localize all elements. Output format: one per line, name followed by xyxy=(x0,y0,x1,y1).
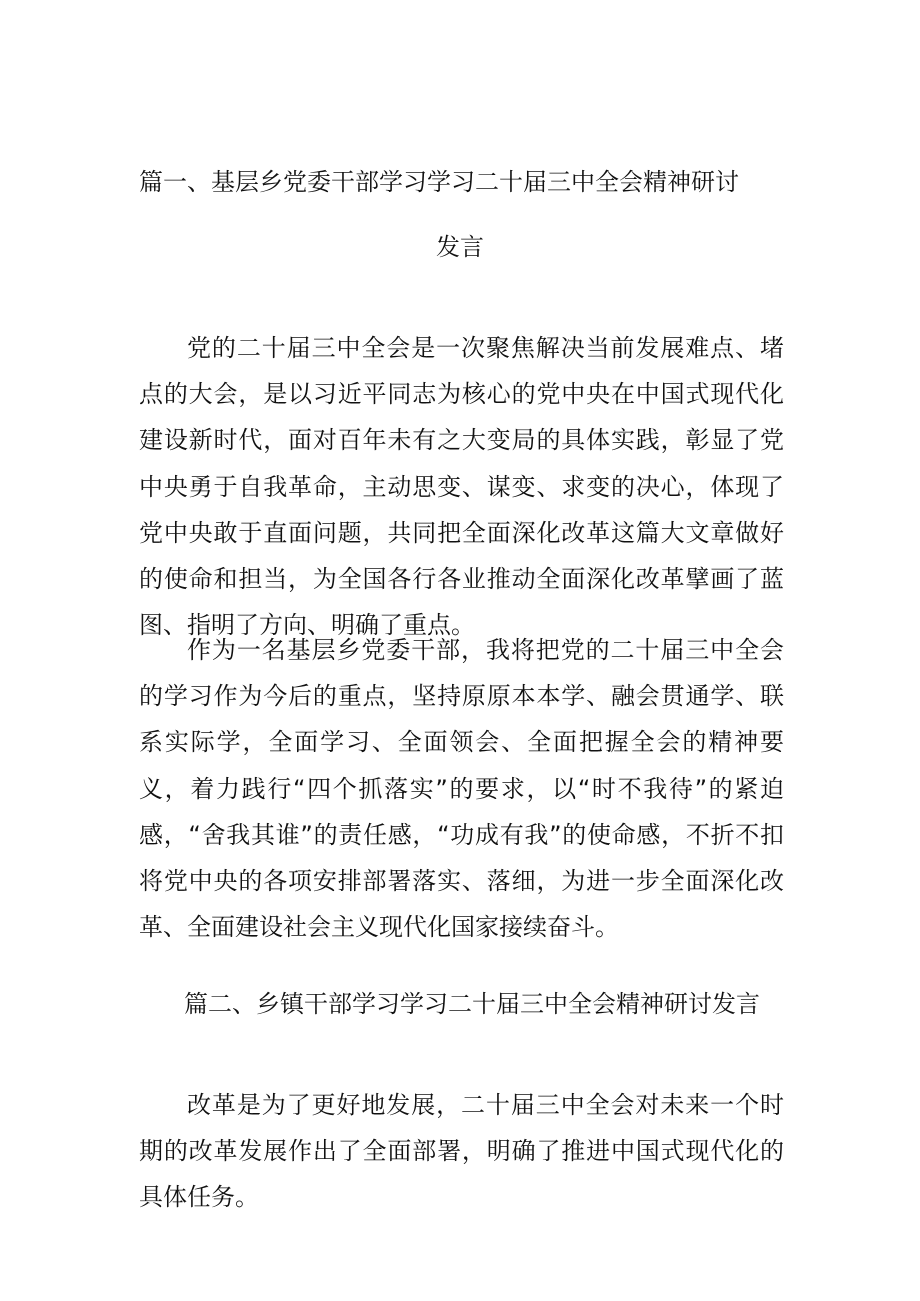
section1-title-line1: 篇一、基层乡党委干部学习学习二十届三中全会精神研讨 xyxy=(139,168,739,196)
section1-title-line2: 发言 xyxy=(436,233,484,261)
section1-paragraph-2: 作为一名基层乡党委干部，我将把党的二十届三中全会的学习作为今后的重点，坚持原原本本学、融会贯通学、联系实际学，全面学习、全面领会、全面把握全会的精神要义，着力践行“四个抓落实”的要求，以“时不我待”的紧迫感，“舍我其谁”的责任感，“功成有我”的使命感，不折不扣将党中央的各项安排部署落实、落细，为进一步全面深化改革、全面建设社会主义现代化国家接续奋斗。 xyxy=(139,636,784,942)
section1-paragraph-1: 党的二十届三中全会是一次聚焦解决当前发展难点、堵点的大会，是以习近平同志为核心的党中央在中国式现代化建设新时代，面对百年未有之大变局的具体实践，彰显了党中央勇于自我革命，主动思变、谋变、求变的决心，体现了党中央敢于直面问题，共同把全面深化改革这篇大文章做好的使命和担当，为全国各行各业推动全面深化改革擘画了蓝图、指明了方向、明确了重点。 xyxy=(139,334,784,640)
section2-title: 篇二、乡镇干部学习学习二十届三中全会精神研讨发言 xyxy=(184,990,760,1018)
section2-paragraph-1: 改革是为了更好地发展，二十届三中全会对未来一个时期的改革发展作出了全面部署，明确了推进中国式现代化的具体任务。 xyxy=(139,1091,784,1212)
